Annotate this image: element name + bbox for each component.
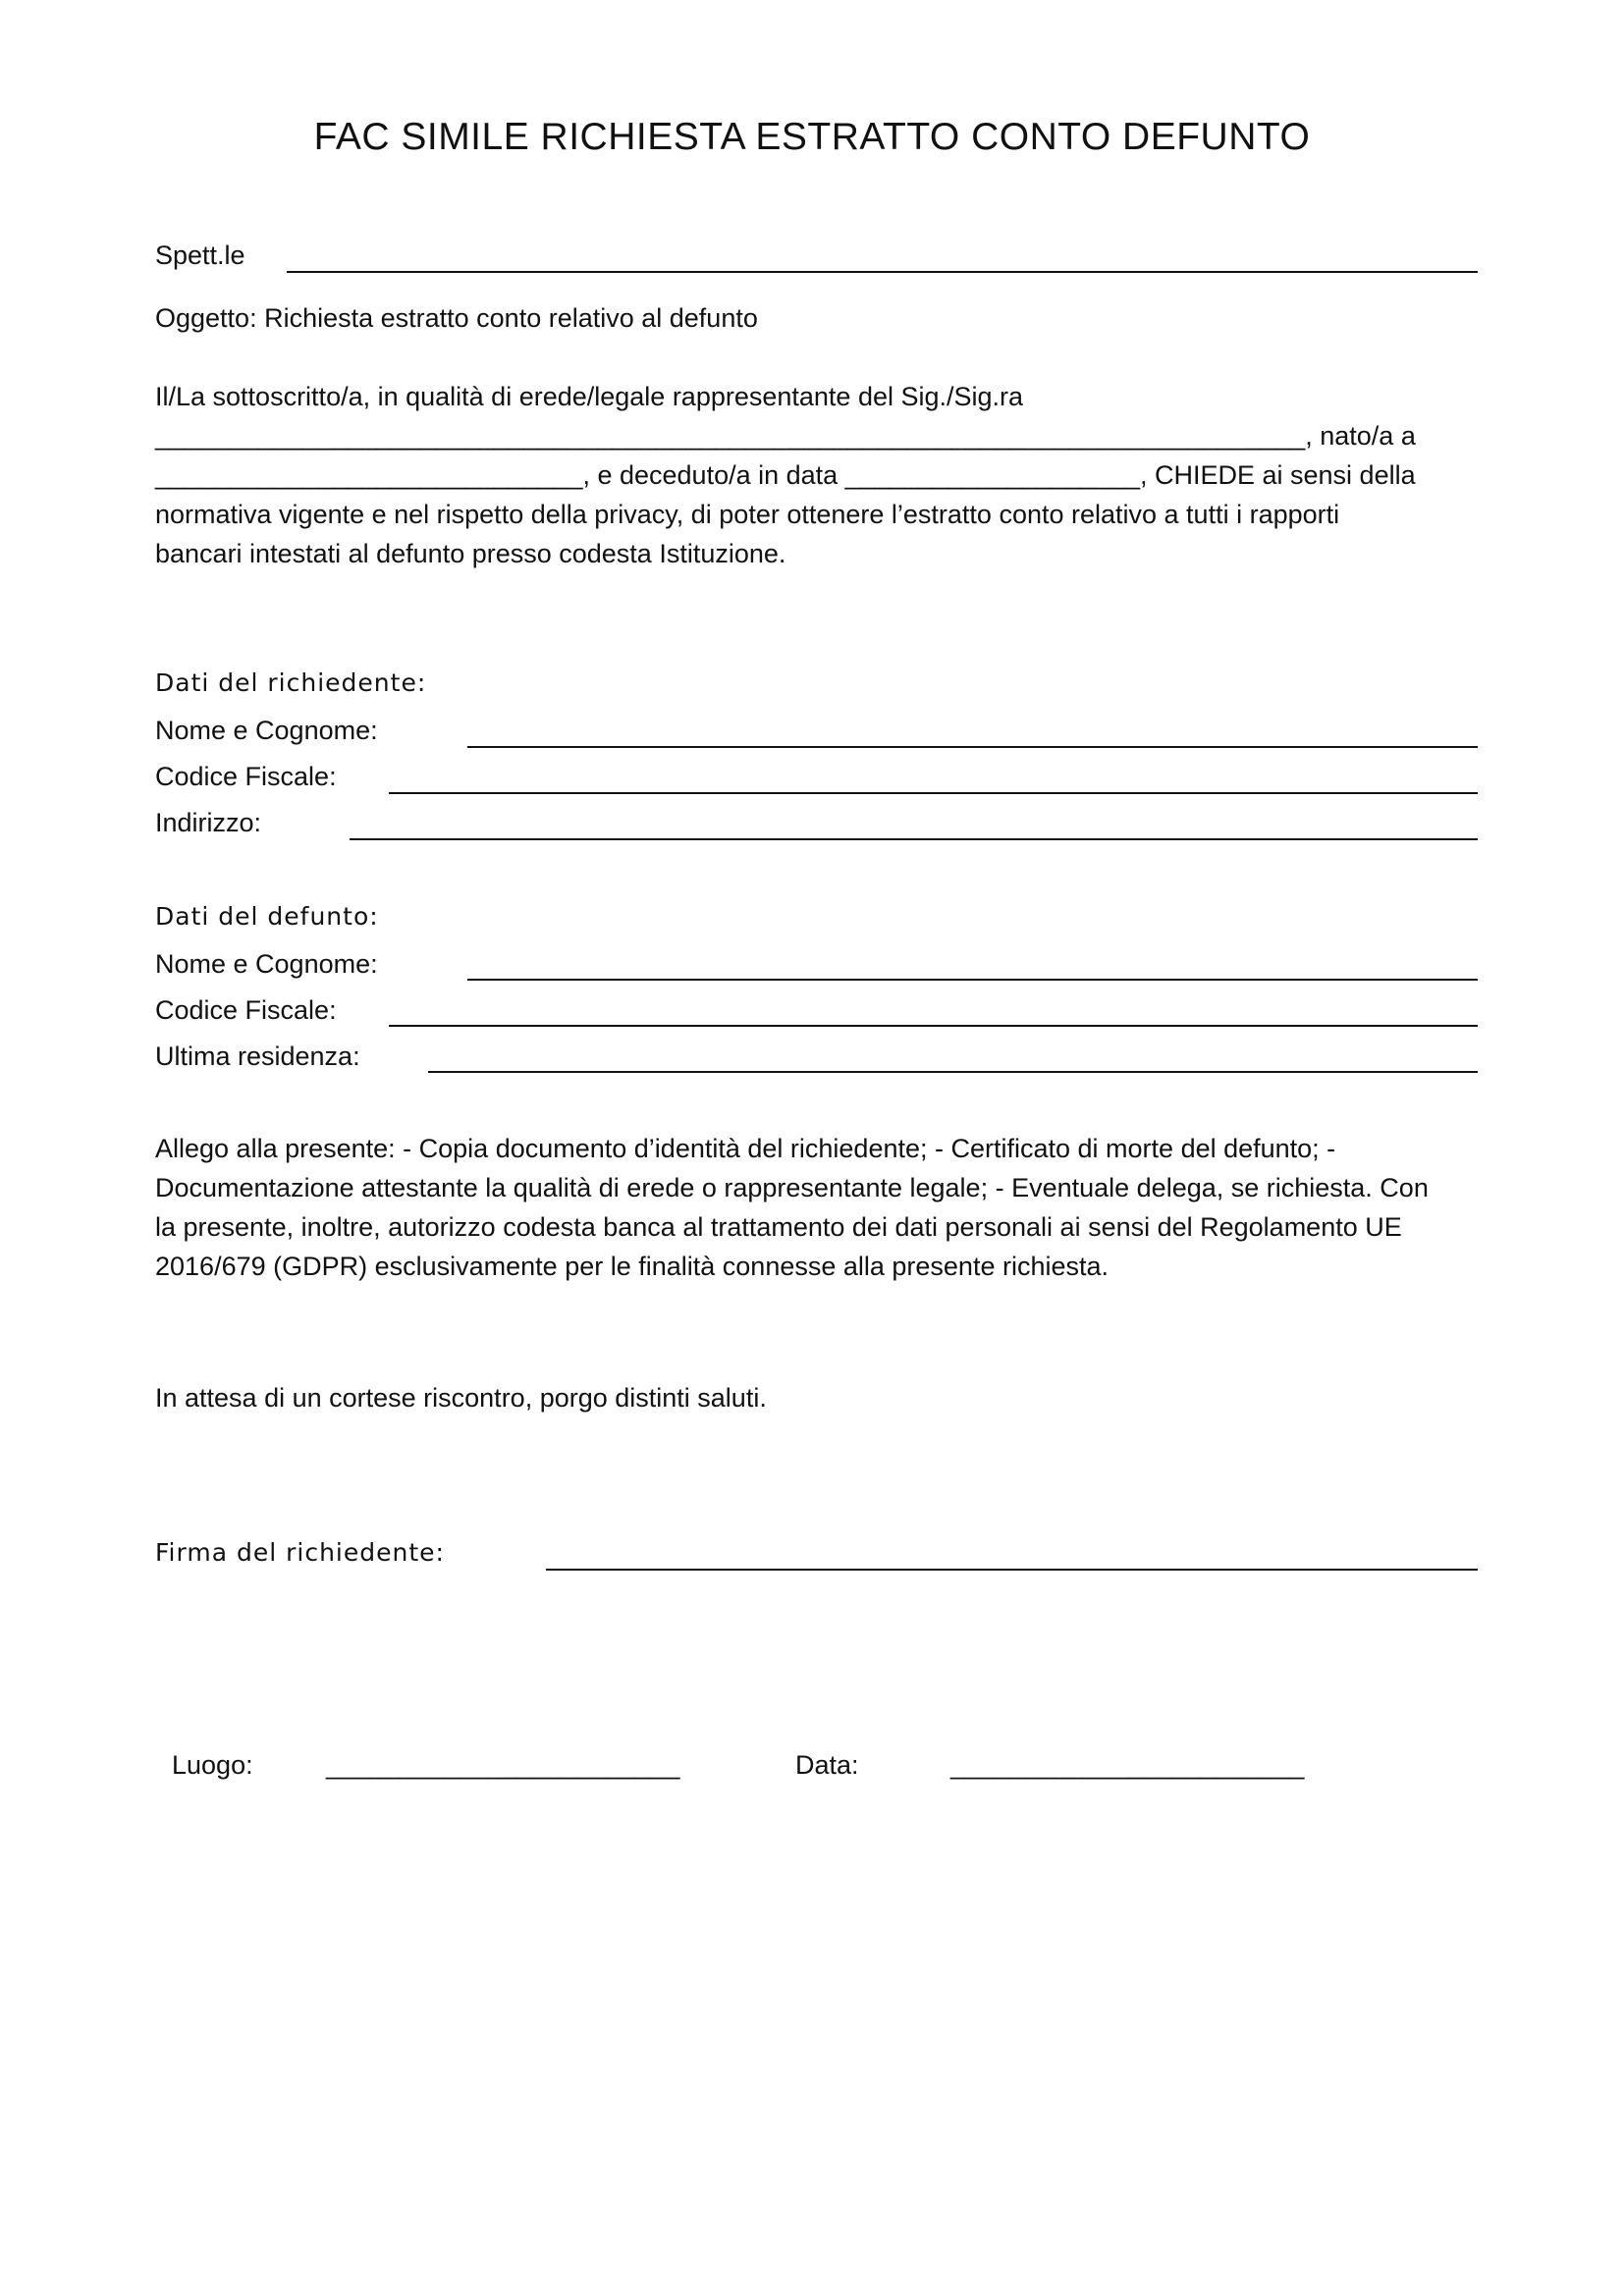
requester-name-label: Nome e Cognome: [155, 716, 378, 745]
place-field[interactable]: ________________________ [326, 1750, 680, 1780]
intro-line-5: bancari intestati al defunto presso codesta Istituzione. [155, 539, 786, 568]
deceased-residence-label: Ultima residenza: [155, 1041, 360, 1071]
requester-tax-code-label: Codice Fiscale: [155, 762, 337, 791]
deceased-name-label: Nome e Cognome: [155, 949, 378, 979]
attachments-paragraph [155, 1129, 1481, 1286]
requester-heading: Dati del richiedente: [155, 668, 427, 697]
closing-line: In attesa di un cortese riscontro, porgo distinti saluti. [155, 1383, 767, 1413]
requester-address-label: Indirizzo: [155, 808, 262, 837]
deceased-tax-code-label: Codice Fiscale: [155, 995, 337, 1025]
deceased-name-field[interactable] [467, 979, 1478, 981]
requester-name-field[interactable] [467, 746, 1478, 748]
intro-paragraph [155, 377, 1481, 573]
attachments-line-3: la presente, inoltre, autorizzo codesta banca al trattamento dei dati personali ai sensi del Regolamento UE [155, 1212, 1402, 1242]
requester-address-field[interactable] [350, 838, 1478, 840]
intro-line-4: normativa vigente e nel rispetto della privacy, di poter ottenere l’estratto conto relativo a tutti i rapporti [155, 500, 1340, 529]
date-label: Data: [795, 1750, 859, 1780]
attachments-line-4: 2016/679 (GDPR) esclusivamente per le finalità connesse alla presente richiesta. [155, 1252, 1110, 1281]
subject-line: Oggetto: Richiesta estratto conto relativo al defunto [155, 303, 758, 333]
attachments-line-2: Documentazione attestante la qualità di erede o rappresentante legale; - Eventuale delega, se richiesta. Con [155, 1173, 1429, 1202]
intro-line-3: _____________________________, e deceduto/a in data ____________________, CHIEDE ai sensi della [155, 460, 1416, 490]
deceased-heading: Dati del defunto: [155, 902, 379, 931]
place-label: Luogo: [172, 1750, 253, 1780]
date-field[interactable]: ________________________ [950, 1750, 1305, 1780]
requester-tax-code-field[interactable] [389, 792, 1478, 794]
signature-label: Firma del richiedente: [155, 1538, 445, 1567]
deceased-residence-field[interactable] [428, 1071, 1478, 1073]
addressee-field[interactable] [287, 271, 1478, 273]
intro-line-2: ______________________________________________________________________________, nato/a a [155, 421, 1416, 451]
deceased-tax-code-field[interactable] [389, 1025, 1478, 1027]
document-title: FAC SIMILE RICHIESTA ESTRATTO CONTO DEFUNTO [313, 116, 1311, 158]
addressee-label: Spett.le [155, 240, 245, 270]
intro-line-1: Il/La sottoscritto/a, in qualità di erede/legale rappresentante del Sig./Sig.ra [155, 382, 1024, 411]
signature-field[interactable] [546, 1569, 1478, 1571]
attachments-line-1: Allego alla presente: - Copia documento d’identità del richiedente; - Certificato di morte del defunto; - [155, 1134, 1336, 1163]
